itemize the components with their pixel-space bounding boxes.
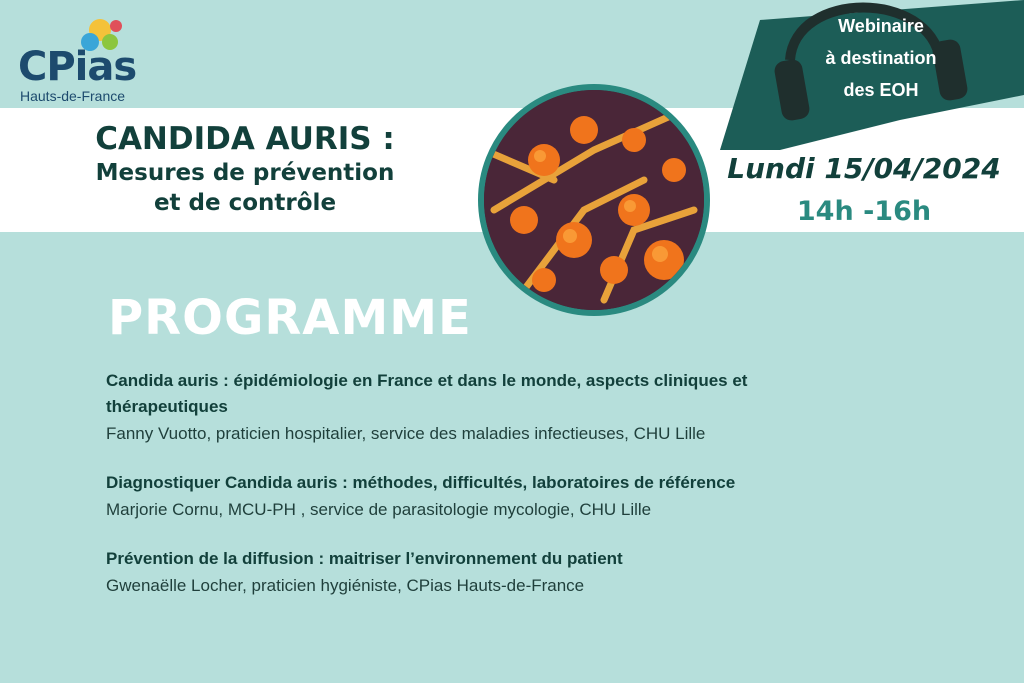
- programme-heading: PROGRAMME: [108, 290, 472, 346]
- event-time: 14h -16h: [796, 196, 932, 227]
- candida-illustration: [478, 84, 710, 316]
- title-line2: Mesures de prévention: [95, 160, 395, 186]
- programme-list: [106, 368, 866, 622]
- session-speaker: Marjorie Cornu, MCU-PH , service de parasitologie mycologie, CHU Lille: [106, 500, 652, 519]
- session-title: Prévention de la diffusion : maitriser l’environnement du patient: [106, 549, 623, 568]
- event-title: [40, 120, 450, 218]
- logo-region: Hauts-de-France: [20, 88, 126, 104]
- fungus-cells-image: [484, 90, 704, 310]
- session-item: [106, 368, 866, 448]
- event-date: Lundi 15/04/2024: [727, 152, 1001, 185]
- session-speaker: Fanny Vuotto, praticien hospitalier, service des maladies infectieuses, CHU Lille: [106, 424, 706, 443]
- title-line3: et de contrôle: [153, 190, 337, 216]
- banner-line2: à destination: [825, 48, 937, 68]
- banner-line3: des EOH: [843, 80, 919, 100]
- session-speaker: Gwenaëlle Locher, praticien hygiéniste, CPias Hauts-de-France: [106, 576, 585, 595]
- session-title: Diagnostiquer Candida auris : méthodes, difficultés, laboratoires de référence: [106, 473, 736, 492]
- banner-line1: Webinaire: [838, 16, 924, 36]
- session-title: Candida auris : épidémiologie en France et dans le monde, aspects cliniques et thérapeutiques: [106, 371, 748, 416]
- title-main: CANDIDA AURIS :: [95, 121, 395, 157]
- session-item: [106, 546, 866, 600]
- session-item: [106, 470, 866, 524]
- cpias-logo: [18, 18, 158, 104]
- logo-name: CPias: [18, 44, 137, 90]
- webinar-label: [796, 10, 966, 106]
